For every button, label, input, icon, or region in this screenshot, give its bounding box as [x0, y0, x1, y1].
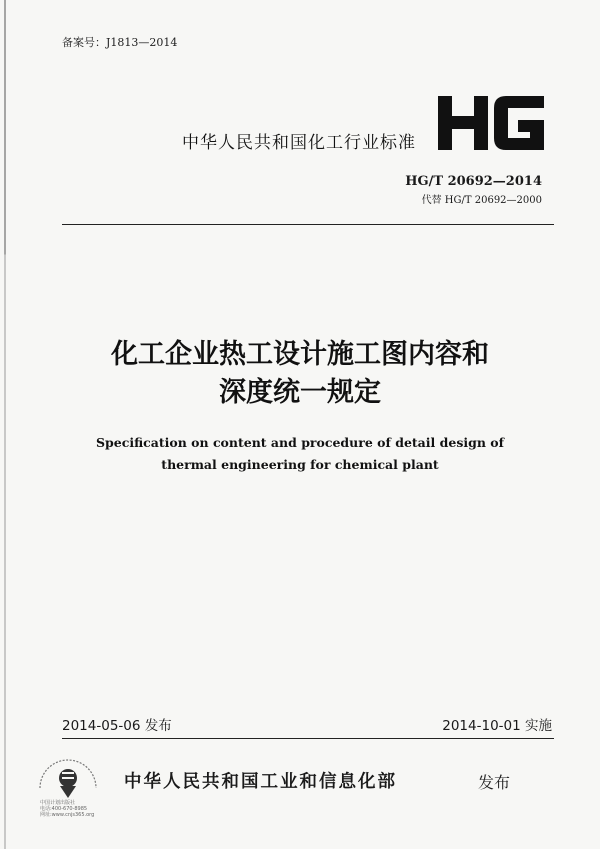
hg-logo-icon	[436, 94, 548, 152]
title-english	[0, 432, 600, 476]
replaces-standard: 代替 HG/T 20692—2000	[421, 195, 542, 206]
page-edge	[4, 0, 6, 849]
title-english-line: thermal engineering for chemical plant	[161, 457, 439, 472]
issuing-authority: 中华人民共和国工业和信息化部	[124, 772, 397, 792]
standard-code: HG/T 20692—2014	[405, 174, 542, 189]
record-number: 备案号：J1813—2014	[62, 36, 178, 49]
bottom-divider	[62, 738, 554, 739]
issue-word: 发布	[478, 773, 511, 792]
standard-category: 中华人民共和国化工行业标准	[182, 133, 416, 153]
effective-date: 2014-10-01 实施	[442, 718, 552, 734]
top-divider	[62, 224, 554, 225]
title-chinese-line: 深度统一规定	[219, 377, 381, 408]
title-chinese	[0, 336, 600, 412]
standard-code-block	[405, 174, 542, 206]
title-english-line: Specification on content and procedure of detail design of	[95, 435, 504, 450]
seal-text: 中国计划出版社 电话:400-670-8985 网址:www.cnjs365.org	[40, 800, 95, 818]
issue-date: 2014-05-06 发布	[62, 718, 172, 734]
title-chinese-line: 化工企业热工设计施工图内容和	[111, 339, 489, 370]
